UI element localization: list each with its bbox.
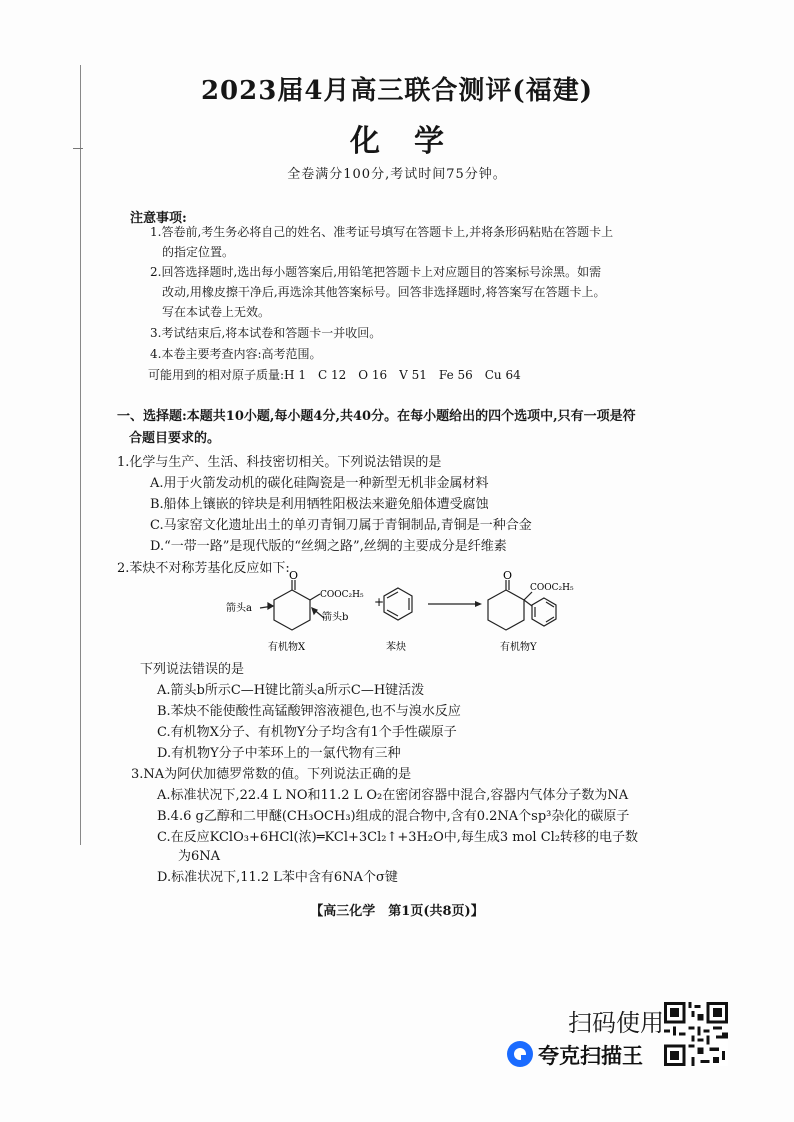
label-y: 有机物Y <box>500 642 537 653</box>
notice-item-2-cont: 改动,用橡皮擦干净后,再选涂其他答案标号。回答非选择题时,将答案写在答题卡上。 <box>162 285 606 299</box>
q1-option-d: D.“一带一路”是现代版的“丝绸之路”,丝绸的主要成分是纤维素 <box>150 539 507 554</box>
notice-item-1: 1.答卷前,考生务必将自己的姓名、准考证号填写在答题卡上,并将条形码粘贴在答题卡上 <box>150 225 614 239</box>
q3-option-d: D.标准状况下,11.2 L苯中含有6NA个σ键 <box>157 870 398 885</box>
x-carbonyl-o: O <box>289 569 299 582</box>
label-benzyne: 苯炔 <box>386 642 406 653</box>
q2-option-c: C.有机物X分子、有机物Y分子均含有1个手性碳原子 <box>157 725 457 740</box>
page-title: 2023届4月高三联合测评(福建) <box>200 76 594 106</box>
section-heading <box>117 406 697 450</box>
notice-item-1-cont: 的指定位置。 <box>162 245 235 259</box>
subject-title: 化学 <box>350 124 478 159</box>
q3-option-c: C.在反应KClO₃+6HCl(浓)═KCl+3Cl₂↑+3H₂O中,每生成3 mol Cl₂转移的电子数 <box>157 830 639 845</box>
benzyne <box>384 588 412 620</box>
q3-option-a: A.标准状况下,22.4 L NO和11.2 L O₂在密闭容器中混合,容器内气体分子数为NA <box>157 788 629 803</box>
x-ester-group: COOC₂H₅ <box>320 590 364 600</box>
q1-stem: 1.化学与生产、生活、科技密切相关。下列说法错误的是 <box>117 455 442 470</box>
q2-prompt: 下列说法错误的是 <box>140 662 245 677</box>
q3-option-c-cont: 为6NA <box>178 849 221 864</box>
notice-item-2: 2.回答选择题时,选出每小题答案后,用铅笔把答题卡上对应题目的答案标号涂黑。如需 <box>150 265 602 279</box>
y-ester-group: COOC₂H₅ <box>530 583 574 593</box>
notice-item-4: 4.本卷主要考查内容:高考范围。 <box>150 347 322 361</box>
q1-option-a: A.用于火箭发动机的碳化硅陶瓷是一种新型无机非金属材料 <box>150 476 489 491</box>
section-heading-line2: 合题目要求的。 <box>129 431 221 446</box>
binding-margin-line <box>80 65 81 845</box>
molecule-x <box>260 580 324 630</box>
exam-info: 全卷满分100分,考试时间75分钟。 <box>287 167 507 182</box>
q3-stem: 3.NA为阿伏加德罗常数的值。下列说法正确的是 <box>131 767 412 782</box>
q2-option-d: D.有机物Y分子中苯环上的一氯代物有三种 <box>157 746 401 761</box>
page-footer: 【高三化学 第1页(共8页)】 <box>310 904 484 919</box>
notice-item-3: 3.考试结束后,将本试卷和答题卡一并收回。 <box>150 326 382 340</box>
q1-option-c: C.马家窑文化遗址出土的单刃青铜刀属于青铜制品,青铜是一种合金 <box>150 518 532 533</box>
atomic-masses: 可能用到的相对原子质量:H 1 C 12 O 16 V 51 Fe 56 Cu 64 <box>148 368 521 382</box>
q1-option-b: B.船体上镶嵌的锌块是利用牺牲阳极法来避免船体遭受腐蚀 <box>150 497 489 512</box>
section-heading-line1: 一、选择题:本题共10小题,每小题4分,共40分。在每小题给出的四个选项中,只有一项是符 <box>117 409 636 424</box>
q2-option-b: B.苯炔不能使酸性高锰酸钾溶液褪色,也不与溴水反应 <box>157 704 461 719</box>
arrow-a-label: 箭头a <box>226 603 252 614</box>
notice-item-2-cont2: 写在本试卷上无效。 <box>162 305 271 319</box>
scanner-brand: 夸克扫描王 <box>538 1044 643 1068</box>
notice-title: 注意事项: <box>130 211 187 226</box>
scan-to-use-label: 扫码使用 <box>568 1009 664 1037</box>
q3-option-b: B.4.6 g乙醇和二甲醚(CH₃OCH₃)组成的混合物中,含有0.2NA个sp³杂化的碳原子 <box>157 809 630 824</box>
reaction-arrow <box>428 601 482 607</box>
reaction-scheme <box>220 568 600 658</box>
qr-code-icon <box>664 1002 728 1066</box>
y-carbonyl-o: O <box>503 569 513 582</box>
plus-sign: + <box>374 595 385 609</box>
q2-stem: 2.苯炔不对称芳基化反应如下: <box>117 561 290 576</box>
q2-option-a: A.箭头b所示C—H键比箭头a所示C—H键活泼 <box>157 683 425 698</box>
quark-logo-icon <box>505 1039 535 1069</box>
label-x: 有机物X <box>268 642 306 653</box>
arrow-b-label: 箭头b <box>322 612 349 623</box>
